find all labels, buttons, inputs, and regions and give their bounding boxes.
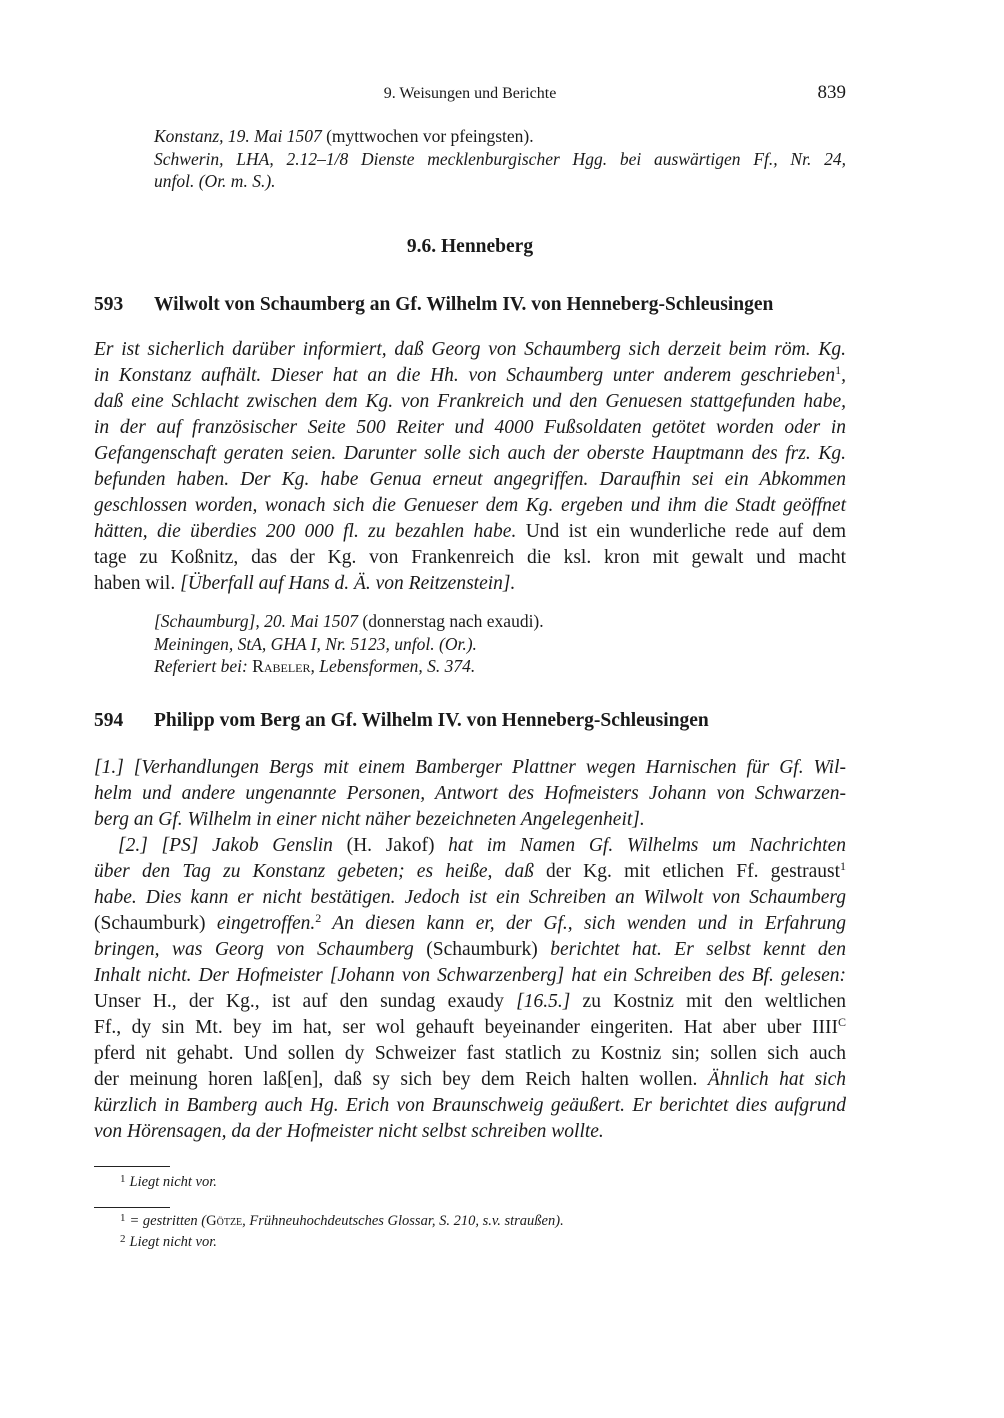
text-line: der meinung horen laß[en], daß sy sich bey dem Reich halten wollen. Ähnlich hat sich [94,1069,846,1090]
text-line: habe. Dies kann er nicht bestätigen. Jedoch ist ein Schreiben an Wilwolt von Schaumberg [94,887,846,908]
text-line: hätten, die überdies 200 000 fl. zu bezahlen habe. Und ist ein wunderliche rede auf dem [94,521,847,542]
date-original: (myttwochen vor pfeingsten). [326,126,534,146]
text-line: befunden haben. Der Kg. habe Genua erneut angegriffen. Daraufhin sei ein Abkommen [94,469,846,490]
text-line: Gefangenschaft geraten seien. Darunter solle sich auch der oberste Hauptmann des frz. Kg. [94,443,846,464]
text-line: Unser H., der Kg., ist auf den sundag exaudy [16.5.] zu Kostniz mit den weltlichen [94,991,846,1012]
footnote-594-2: $^2$ Liegt nicht vor. [120,1233,217,1250]
document-body-594 [94,755,846,1145]
document-title: Wilwolt von Schaumberg an Gf. Wilhelm IV. von Henneberg-Schleusingen [154,294,774,315]
document-number: 594 [94,710,124,731]
text-line: berg an Gf. Wilhelm in einer nicht näher bezeichneten Angelegenheit]. [94,809,645,830]
text-line: bringen, was Georg von Schaumberg (Schaumburk) berichtet hat. Er selbst kennt den [94,939,846,960]
footnote-rule [94,1207,170,1208]
cited-author: Rabeler [252,656,311,676]
cited-work: , Lebensformen, S. 374. [310,656,476,676]
text-line: tage zu Koßnitz, das der Kg. von Frankenreich die ksl. kron mit gewalt und macht [94,547,846,568]
cited-label: Referiert bei: [154,656,248,676]
source-reference-top [154,125,846,193]
footnote-ref: 1 [840,859,846,873]
text-line: in Konstanz aufhält. Dieser hat an die Hh. von Schaumberg unter anderem geschrieben$^1$, [94,363,846,386]
text-line: helm und andere ungenannte Personen, Antwort des Hofmeisters Johann von Schwarzen- [94,783,846,804]
document-body-593 [94,337,846,597]
footnote-ref: 1 [835,363,842,377]
text-line: [1.] [Verhandlungen Bergs mit einem Bamberger Plattner wegen Harnischen für Gf. Wil- [94,757,846,778]
running-head [94,82,846,106]
place-date: [Schaumburg], 20. Mai 1507 [154,611,359,631]
date-original: (donnerstag nach exaudi). [362,611,544,631]
text-line: über den Tag zu Konstanz gebeten; es heiße, daß der Kg. mit etlichen Ff. gestraust$^1$ [94,859,846,882]
text-line: Inhalt nicht. Der Hofmeister [Johann von Schwarzenberg] hat ein Schreiben des Bf. gelesen: [94,965,846,986]
place-date: Konstanz, 19. Mai 1507 [154,126,322,146]
footnote-ref: 2 [315,911,322,925]
archive-line: Meiningen, StA, GHA I, Nr. 5123, unfol. (Or.). [154,633,477,654]
text-line: pferd nit gehabt. Und sollen dy Schweizer fast statlich zu Kostniz sin; sollen sich auch [94,1043,846,1064]
text-line: [2.] [PS] Jakob Genslin (H. Jakof) hat im Namen Gf. Wilhelms um Nachrichten [118,835,846,856]
section-heading: 9.6. Henneberg [406,236,534,257]
text-line: (Schaumburk) eingetroffen.$^2$ An diesen kann er, der Gf., sich wenden und in Erfahrung [94,911,846,934]
document-heading-594 [94,710,846,732]
document-heading-593 [94,294,846,316]
source-reference-593 [154,610,846,678]
page-number: 839 [817,82,846,103]
text-line: von Hörensagen, da der Hofmeister nicht selbst schreiben wollte. [94,1121,604,1142]
text-line: haben wil. [Überfall auf Hans d. Ä. von Reitzenstein]. [94,573,516,594]
text-line: Er ist sicherlich darüber informiert, daß Georg von Schaumberg sich derzeit beim röm. Kg. [94,339,846,360]
document-title: Philipp vom Berg an Gf. Wilhelm IV. von Henneberg-Schleusingen [154,710,709,731]
running-title: 9. Weisungen und Berichte [383,85,557,102]
document-number: 593 [94,294,124,315]
archive-line-2: unfol. (Or. m. S.). [154,171,276,191]
text-line: in der auf französischer Seite 500 Reiter und 4000 Fußsoldaten getötet worden oder in [94,417,846,438]
footnote-594-1: $^1$ = gestritten (Götze, Frühneuhochdeutsches Glossar, S. 210, s.v. straußen). [120,1212,564,1229]
text-line: daß eine Schlacht zwischen dem Kg. von Frankreich und den Genuesen stattgefunden habe, [94,391,846,412]
footnote-rule [94,1166,170,1167]
archive-line-1: Schwerin, LHA, 2.12–1/8 Dienste mecklenburgischer Hgg. bei auswärtigen Ff., Nr. 24, [154,148,846,169]
text-line: geschlossen worden, wonach sich die Genueser dem Kg. ergeben und ihm die Stadt geöffnet [94,495,846,516]
text-line: kürzlich in Bamberg auch Hg. Erich von Braunschweig geäußert. Er berichtet dies aufgrund [94,1095,846,1116]
footnote-593-1: $^1$ Liegt nicht vor. [120,1173,217,1190]
text-line: Ff., dy sin Mt. bey im hat, ser wol gehauft beyeinander eingeriten. Hat aber uber $IIII^C$ [94,1015,846,1038]
